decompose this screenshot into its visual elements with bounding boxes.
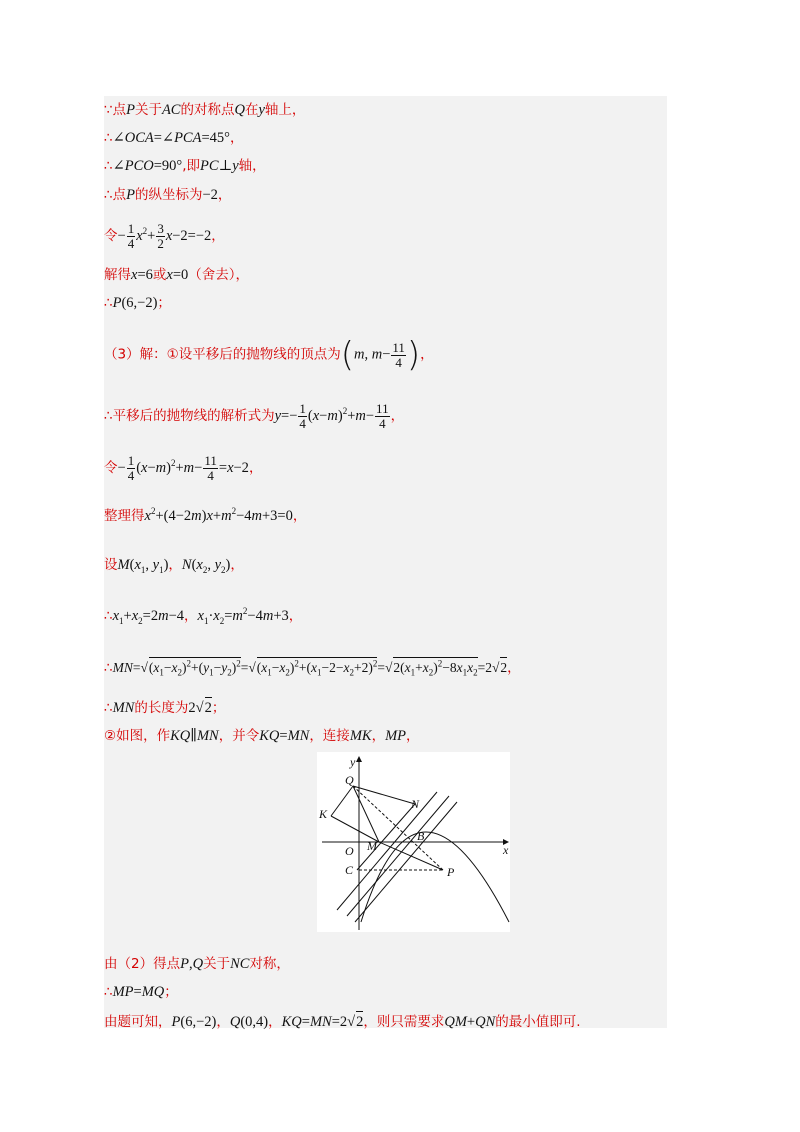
line-17: 由（2）得点P,Q关于NC对称， [104, 956, 290, 972]
line-parallel-2 [355, 802, 457, 922]
label-n: N [411, 797, 420, 811]
line-9: ∴平移后的抛物线的解析式为y=− $\frac{1}{4}$ $(x-m)^2+m-$ $\frac{11}{4}$ ， [104, 401, 405, 431]
label-q: Q [345, 773, 354, 787]
line-parallel-1 [347, 796, 449, 916]
figure-svg [317, 752, 510, 932]
line-6: 解得x=6或x=0（舍去）， [104, 267, 249, 283]
label-k: K [319, 807, 328, 821]
label-p: P [447, 865, 455, 879]
label-b: B [417, 829, 425, 843]
line-4: ∴点P的纵坐标为−2， [104, 187, 232, 203]
parabola [361, 832, 509, 922]
geometry-figure [317, 752, 510, 932]
line-2: ∴∠OCA=∠PCA=45°， [104, 130, 244, 146]
label-x: x [503, 843, 509, 857]
line-16: ②如图，作KQ∥MN，并令KQ=MN，连接MK，MP， [104, 728, 420, 744]
segment-qm [353, 786, 379, 842]
line-19: 由题可知，P(6,−2)，Q(0,4)，KQ=MN=2√2，则只需要求QM+QN的最小值即可. [104, 1011, 667, 1031]
line-5: 令− $\frac{1}{4}$ $x^2+$ $\frac{3}{2}$ x−2=−2， [104, 221, 225, 251]
label-m: M [367, 839, 377, 853]
line-11: 整理得$x^2+(4-2m)x+m^2-4m+3=0$， [104, 506, 307, 524]
segment-qk [331, 786, 353, 816]
line-3: ∴∠PCO=90°,即PC⊥y轴， [104, 158, 266, 174]
line-18: ∴MP=MQ； [104, 984, 178, 1000]
line-13: $\therefore x_1+x_2=2m-4$，$x_1\cdot x_2=m^2-4m+3$， [104, 606, 303, 626]
label-c: C [345, 863, 354, 877]
line-14: $\therefore MN=√(x_1-x_2)^2+(y_1-y_2)^2=√(x_1-x_2)^2+(x_1-2-x_2+2)^2=√2(x_1+x_2)^2-8x_1x_2=2√2$， [104, 658, 521, 678]
segment-mp [379, 842, 443, 870]
label-o: O [345, 844, 354, 858]
line-15: ∴MN的长度为2√2； [104, 697, 667, 717]
line-12: 设$M(x_1$, $y_1$)，$N(x_2$, $y_2$)， [104, 557, 244, 575]
line-8: （3）解：①设平移后的抛物线的顶点为(m, m− $\frac{11}{4}$ )， [104, 335, 434, 375]
label-y: y [350, 755, 356, 769]
y-axis-arrow-icon [356, 756, 362, 762]
line-10: 令− $\frac{1}{4}$ $(x-m)^2+m-$ $\frac{11}{4}$ =x−2， [104, 453, 263, 483]
line-1: ∵点P关于AC的对称点Q在y轴上， [104, 102, 306, 118]
line-7: ∴P(6,−2)； [104, 295, 171, 311]
